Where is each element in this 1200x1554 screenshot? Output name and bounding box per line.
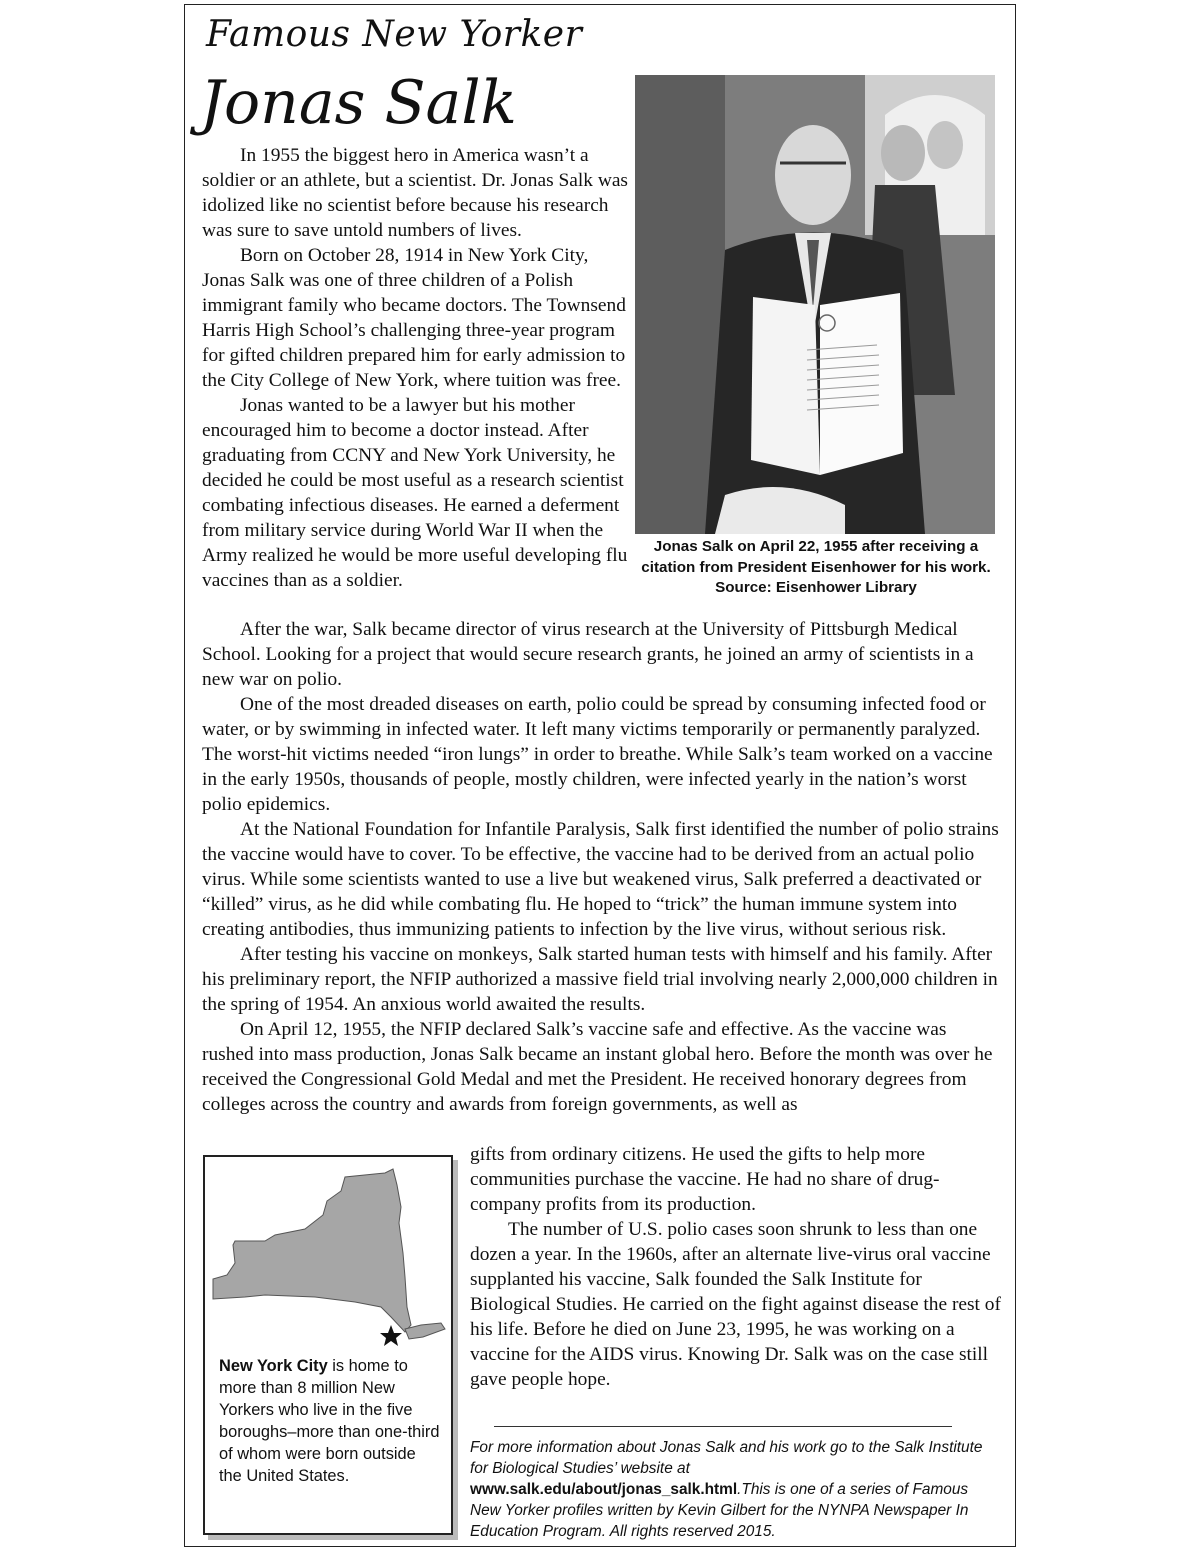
article-paragraph: After testing his vaccine on monkeys, Salk started human tests with himself and his family. After his preliminary report, the NFIP authorized a massive field trial involving nearly 2,000,000 children in the spring of 1954. An anxious world awaited the results. bbox=[202, 944, 998, 1015]
footnote bbox=[470, 1437, 990, 1542]
map-caption bbox=[219, 1355, 441, 1487]
article-paragraph: gifts from ordinary citizens. He used the gifts to help more communities purchase the vaccine. He had no share of drug-company profits from its production. bbox=[470, 1144, 940, 1215]
article-left-column bbox=[202, 143, 628, 593]
map-caption-text: is home to more than 8 million New Yorkers who live in the five boroughs–more than one-third of whom were born outside the United States. bbox=[219, 1357, 440, 1485]
salk-photo bbox=[635, 75, 995, 534]
salk-url-link[interactable]: www.salk.edu/about/jonas_salk.html bbox=[470, 1481, 738, 1498]
article-paragraph: The number of U.S. polio cases soon shrunk to less than one dozen a year. In the 1960s, after an alternate live-virus oral vaccine supplanted his vaccine, Salk founded the Salk Institute for Biological Studies. He carried on the fight against disease the rest of his life. Before he died on June 23, 1995, he was working on a vaccine for the AIDS virus. Knowing Dr. Salk was on the case still gave people hope. bbox=[470, 1219, 1001, 1390]
photo-caption: Jonas Salk on April 22, 1955 after receiving a citation from President Eisenhower for his work. Source: Eisenhower Library bbox=[641, 538, 991, 596]
article-paragraph: On April 12, 1955, the NFIP declared Salk’s vaccine safe and effective. As the vaccine was rushed into mass production, Jonas Salk became an instant global hero. Before the month was over he received the Congressional Gold Medal and met the President. He received honorary degrees from colleges across the country and awards from foreign governments, as well as bbox=[202, 1019, 993, 1115]
article-paragraph: Born on October 28, 1914 in New York City, Jonas Salk was one of three children of a Polish immigrant family who became doctors. The Townsend Harris High School’s challenging three-year program for gifted children prepared him for early admission to the City College of New York, where tuition was free. bbox=[202, 245, 626, 391]
new-york-map-box bbox=[203, 1155, 453, 1535]
article-full-column bbox=[202, 617, 1002, 1117]
footnote-outro: .This is one of a series of Famous New Yorker profiles written by Kevin Gilbert for the NYNPA Newspaper In Education Program. All rights reserved 2015. bbox=[470, 1481, 969, 1540]
article-paragraph: In 1955 the biggest hero in America wasn’t a soldier or an athlete, but a scientist. Dr. Jonas Salk was idolized like no scientist before because his research was sure to save untold numbers of lives. bbox=[202, 145, 628, 241]
footnote-intro: For more information about Jonas Salk and his work go to the Salk Institute for Biological Studies’ website at bbox=[470, 1439, 983, 1477]
article-paragraph: After the war, Salk became director of virus research at the University of Pittsburgh Medical School. Looking for a project that would secure research grants, he joined an army of scientists in a new war on polio. bbox=[202, 619, 974, 690]
star-icon bbox=[380, 1325, 402, 1346]
page-title: Jonas Salk bbox=[200, 68, 517, 138]
article-paragraph: Jonas wanted to be a lawyer but his mother encouraged him to become a doctor instead. After graduating from CCNY and New York University, he decided he could be most useful as a research scientist combating infectious diseases. He earned a deferment from military service during World War II when the Army realized he would be more useful developing flu vaccines than as a soldier. bbox=[202, 395, 628, 591]
series-kicker: Famous New Yorker bbox=[206, 14, 583, 55]
article-paragraph: One of the most dreaded diseases on earth, polio could be spread by consuming infected food or water, or by swimming in infected water. It left many victims temporarily or permanently paralyzed. The worst-hit victims needed “iron lungs” in order to breathe. While Salk’s team worked on a vaccine in the early 1950s, thousands of people, mostly children, were infected yearly in the nation’s worst polio epidemics. bbox=[202, 694, 993, 815]
map-caption-lead: New York City bbox=[219, 1357, 328, 1375]
article-lower-column bbox=[470, 1142, 1002, 1392]
article-paragraph: At the National Foundation for Infantile Paralysis, Salk first identified the number of polio strains the vaccine would have to cover. To be effective, the vaccine had to be derived from an actual polio virus. While some scientists wanted to use a live but weakened virus, Salk preferred a deactivated or “killed” virus, as he did while combating flu. He hoped to “trick” the human immune system into creating antibodies, thus immunizing patients to infection by the live virus, without serious risk. bbox=[202, 819, 999, 940]
footnote-divider bbox=[494, 1426, 952, 1427]
new-york-state-map bbox=[205, 1157, 451, 1357]
